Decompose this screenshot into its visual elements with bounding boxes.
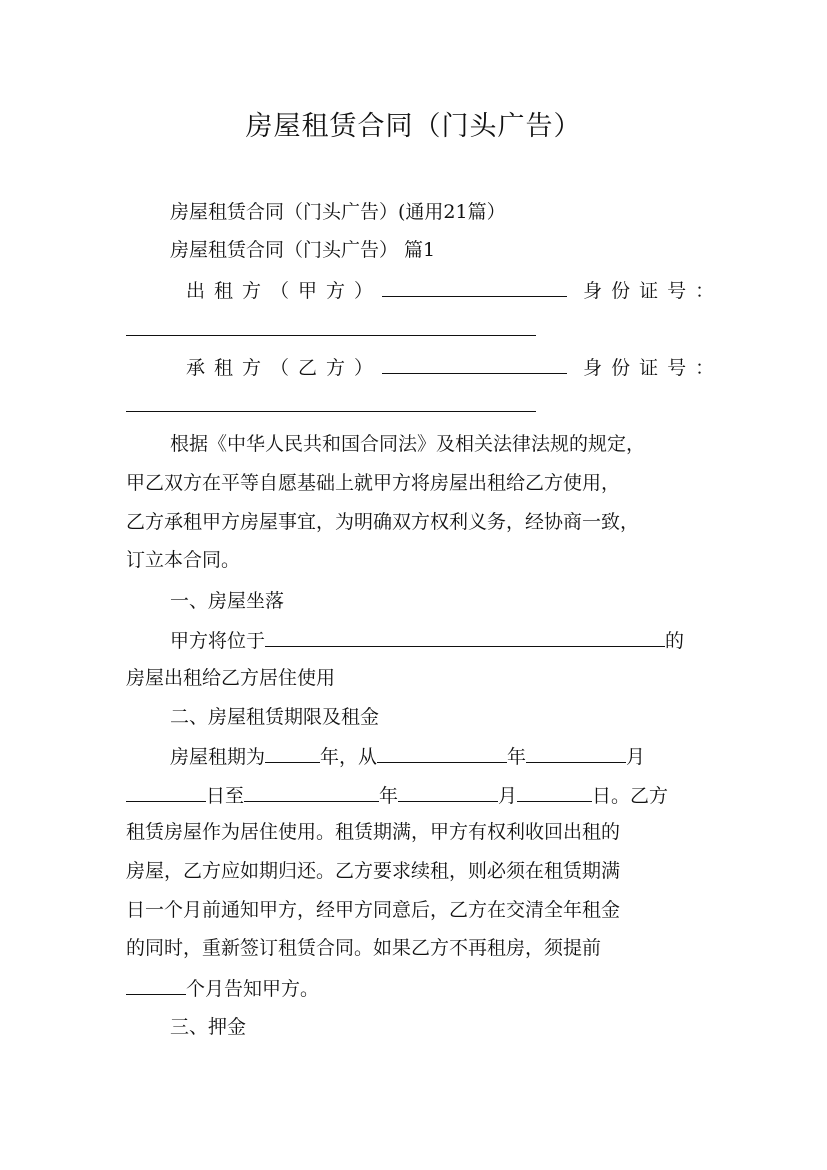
- end-month-blank: [398, 782, 498, 802]
- location-line: [170, 627, 706, 653]
- section-heading: 三、押金: [170, 1016, 247, 1038]
- start-year-blank: [377, 743, 507, 763]
- intro-line: 根据《中华人民共和国合同法》及相关法律法规的规定，: [170, 433, 646, 455]
- term-body-line: 日一个月前通知甲方，经甲方同意后，乙方在交清全年租金: [126, 899, 621, 921]
- intro-line: 甲乙双方在平等自愿基础上就甲方将房屋出租给乙方使用，: [126, 472, 621, 494]
- section-heading: 一、房屋坐落: [170, 590, 285, 612]
- start-month-blank: [526, 743, 626, 763]
- intro-line: 订立本合同。: [126, 549, 241, 571]
- lessor-label: 出租方（甲方）: [186, 280, 383, 302]
- lessee-id-blank-line: [126, 392, 706, 418]
- lessee-label: 承租方（乙方）: [186, 357, 383, 379]
- day-to-label: 日至: [206, 785, 245, 807]
- lessee-id-blank: [126, 392, 536, 412]
- month-label: 月: [498, 785, 518, 807]
- term-body-line: 的同时，重新签订租赁合同。如果乙方不再租房，须提前: [126, 937, 602, 959]
- term-line-2: [126, 782, 706, 808]
- end-day-blank: [517, 782, 592, 802]
- location-suffix: 的: [665, 630, 685, 652]
- lessor-name-blank: [382, 277, 567, 297]
- year-label: 年: [507, 746, 527, 768]
- lessee-line: [186, 354, 724, 380]
- start-day-blank: [126, 782, 206, 802]
- location-line-2: 房屋出租给乙方居住使用: [126, 667, 336, 689]
- term-line: [170, 743, 706, 769]
- notice-suffix: 个月告知甲方。: [186, 978, 320, 1000]
- term-body-line: 房屋，乙方应如期归还。乙方要求续租，则必须在租赁期满: [126, 860, 621, 882]
- lessee-name-blank: [382, 354, 567, 374]
- subtitle-line: 房屋租赁合同（门头广告） 篇1: [170, 239, 436, 261]
- lessor-line: [186, 277, 724, 303]
- end-year-blank: [244, 782, 379, 802]
- subtitle-line: 房屋租赁合同（门头广告）(通用21篇）: [170, 201, 506, 223]
- lessor-id-blank: [126, 316, 536, 336]
- day-label: 日。乙方: [592, 785, 669, 807]
- year-label: 年: [379, 785, 399, 807]
- month-label: 月: [626, 746, 646, 768]
- intro-line: 乙方承租甲方房屋事宜，为明确双方权利义务，经协商一致，: [126, 511, 640, 533]
- term-body-line: 租赁房屋作为居住使用。租赁期满，甲方有权利收回出租的: [126, 821, 621, 843]
- term-label: 房屋租期为: [170, 746, 266, 768]
- notice-months-blank: [126, 975, 186, 995]
- location-prefix: 甲方将位于: [170, 630, 266, 652]
- lessee-id-label: 身份证号：: [583, 357, 724, 379]
- term-years-blank: [265, 743, 320, 763]
- section-heading: 二、房屋租赁期限及租金: [170, 706, 380, 728]
- notice-line: [126, 975, 706, 1001]
- lessor-id-blank-line: [126, 316, 706, 342]
- document-title: 房屋租赁合同（门头广告）: [245, 111, 582, 142]
- lessor-id-label: 身份证号：: [583, 280, 724, 302]
- location-blank: [265, 627, 665, 647]
- term-from-label: 年，从: [320, 746, 378, 768]
